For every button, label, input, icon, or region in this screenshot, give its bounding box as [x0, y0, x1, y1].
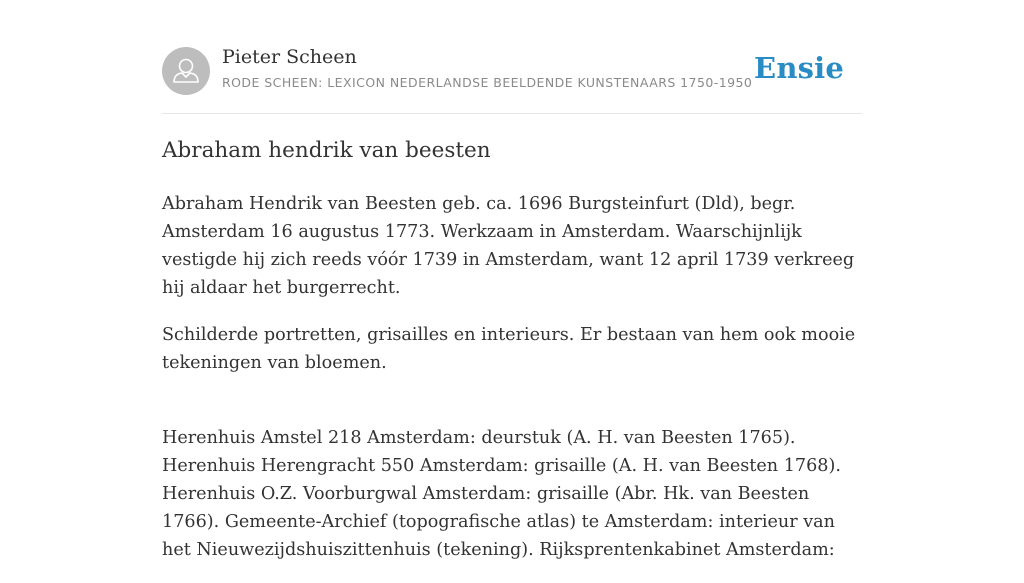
author-name[interactable]: Pieter Scheen	[222, 46, 357, 68]
paragraph: Herenhuis Amstel 218 Amsterdam: deurstuk (A. H. van Beesten 1765). Herenhuis Herengracht 550 Amsterdam: grisaille (A. H. van Beesten 1768). Herenhuis O.Z. Voorburgwal Amsterdam: grisaille (Abr. Hk. van Beesten 1766). Gemeente-Archief (topografische atlas) te Amsterdam: interieur van het Nieuwezijdshuiszittenhuis (tekening). Rijksprentenkabinet Amsterdam:	[162, 428, 841, 560]
paragraph: Schilderde portretten, grisailles en interieurs. Er bestaan van hem ook mooie tekeningen van bloemen.	[162, 325, 856, 373]
article-body	[162, 190, 867, 583]
article-title: Abraham hendrik van beesten	[162, 138, 491, 163]
article-header	[162, 0, 862, 114]
article-container	[162, 0, 862, 560]
source-label[interactable]: RODE SCHEEN: LEXICON NEDERLANDSE BEELDENDE KUNSTENAARS 1750-1950	[222, 75, 753, 90]
paragraph: Abraham Hendrik van Beesten geb. ca. 1696 Burgsteinfurt (Dld), begr. Amsterdam 16 augustus 1773. Werkzaam in Amsterdam. Waarschijnlijk vestigde hij zich reeds vóór 1739 in Amsterdam, want 12 april 1739 verkreeg hij aldaar het burgerrecht.	[162, 194, 855, 298]
ensie-logo[interactable]: Ensie	[754, 51, 844, 85]
avatar[interactable]	[162, 47, 210, 95]
user-icon	[162, 47, 210, 95]
paragraph-spacer	[162, 396, 867, 424]
